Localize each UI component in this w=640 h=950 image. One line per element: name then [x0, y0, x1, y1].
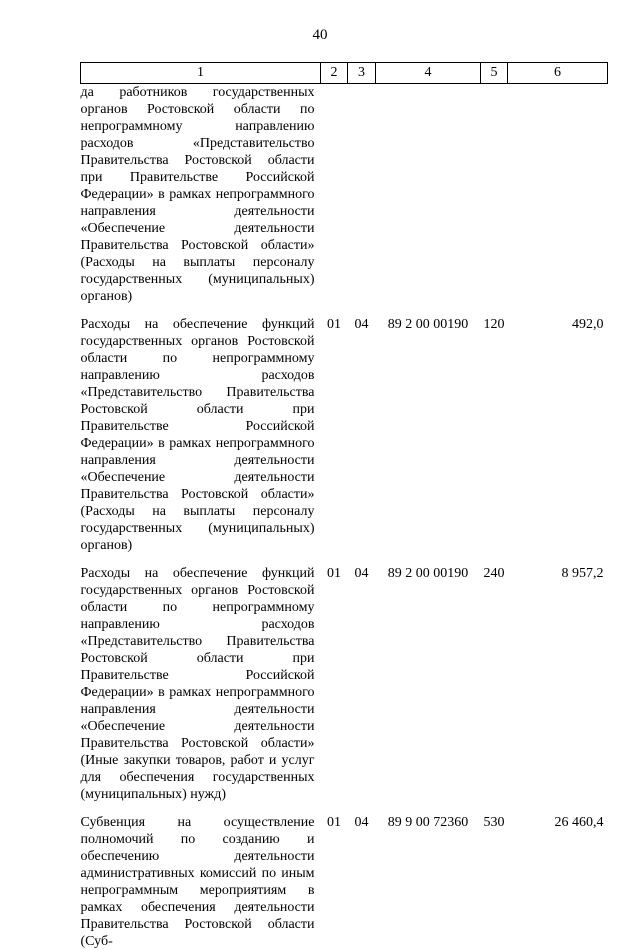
row-section-code: 01	[327, 566, 341, 581]
row-amount	[508, 84, 608, 306]
row-amount: 26 460,4	[554, 815, 604, 830]
row-subsection-code: 04	[354, 566, 369, 581]
page-number: 40	[312, 27, 328, 43]
column-header-5: 5	[481, 63, 508, 84]
row-target-article	[376, 84, 481, 306]
table-row	[81, 305, 608, 554]
column-header-3: 3	[348, 63, 376, 84]
table-row	[81, 84, 608, 306]
row-description: Расходы на обеспечение функций государственных органов Ростовской области по непрограммному направлению расходов «Представительство Правительства Ростовской области при Правительстве Российской Федерации» в рамках непрограммного направления деятельности «Обеспечение деятельности Правительства Ростовской области» (Иные закупки товаров, работ и услуг для обеспечения государственных (муниципальных) нужд)	[80, 566, 315, 802]
table-row	[81, 803, 608, 950]
row-description: Субвенция на осуществление полномочий по созданию и обеспечению деятельности административных комиссий по иным непрограммным мероприятиям в рамках обеспечения деятельности Правительства Ростовской области (Суб-	[80, 815, 315, 949]
row-amount: 8 957,2	[561, 566, 604, 581]
budget-table	[80, 62, 608, 950]
row-description: да работников государственных органов Ростовской области по непрограммному направлению расходов «Представительство Правительства Ростовской области при Правительстве Российской Федерации» в рамках непрограммного направления деятельности «Обеспечение деятельности Правительства Ростовской области» (Расходы на выплаты персоналу государственных (муниципальных) органов)	[80, 85, 315, 304]
row-description: Расходы на обеспечение функций государственных органов Ростовской области по непрограммному направлению расходов «Представительство Правительства Ростовской области при Правительстве Российской Федерации» в рамках непрограммного направления деятельности «Обеспечение деятельности Правительства Ростовской области» (Расходы на выплаты персоналу государственных (муниципальных) органов)	[80, 317, 315, 553]
row-expense-type: 240	[483, 566, 505, 581]
column-header-6: 6	[508, 63, 608, 84]
column-header-2: 2	[321, 63, 348, 84]
row-expense-type	[481, 84, 508, 306]
row-section-code: 01	[327, 815, 341, 830]
table-header-row	[81, 63, 608, 84]
row-target-article: 89 9 00 72360	[387, 815, 469, 830]
column-header-4: 4	[376, 63, 481, 84]
row-subsection-code	[348, 84, 376, 306]
row-subsection-code: 04	[354, 815, 369, 830]
row-amount: 492,0	[572, 317, 604, 332]
row-section-code	[321, 84, 348, 306]
table-row	[81, 554, 608, 803]
row-expense-type: 120	[483, 317, 505, 332]
row-section-code: 01	[327, 317, 341, 332]
row-target-article: 89 2 00 00190	[387, 317, 469, 332]
row-target-article: 89 2 00 00190	[387, 566, 469, 581]
row-expense-type: 530	[483, 815, 505, 830]
row-subsection-code: 04	[354, 317, 369, 332]
column-header-1: 1	[81, 63, 321, 84]
